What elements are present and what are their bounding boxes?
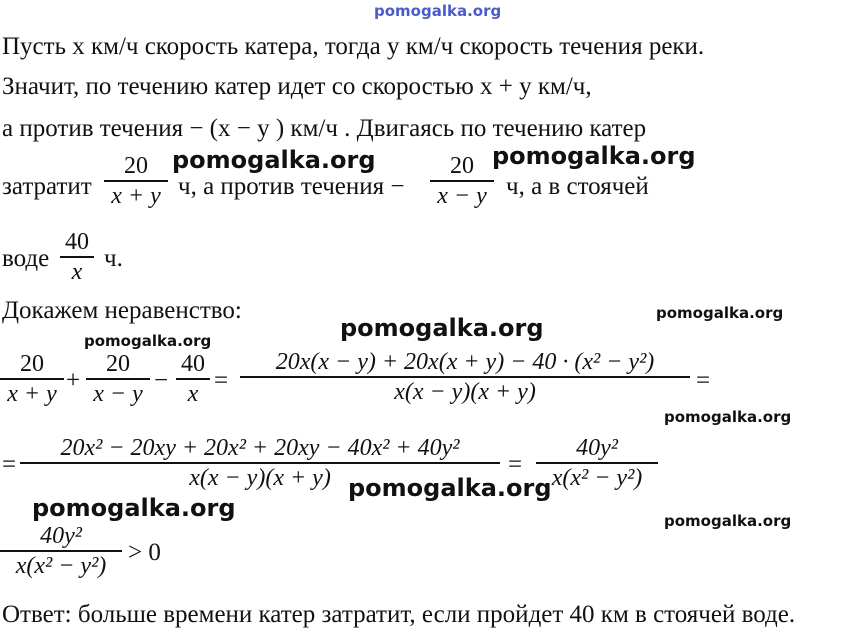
fraction-20-over-x-plus-y bbox=[104, 152, 168, 210]
watermark: pomogalka.org bbox=[348, 474, 552, 502]
watermark: pomogalka.org bbox=[32, 494, 236, 522]
watermark: pomogalka.org bbox=[172, 146, 376, 174]
fraction-denominator: x + y bbox=[111, 183, 161, 209]
fraction-denominator: x(x − y)(x + y) bbox=[394, 379, 536, 405]
fraction-numerator: 20 bbox=[20, 351, 44, 377]
text-line-4c: ч, а в стоячей bbox=[506, 173, 649, 200]
watermark: pomogalka.org bbox=[492, 142, 696, 170]
fraction-numerator: 20x(x − y) + 20x(x + y) − 40 · (x² − y²) bbox=[275, 349, 655, 375]
fraction-denominator: x(x² − y²) bbox=[15, 553, 107, 579]
text-line-6: Докажем неравенство: bbox=[2, 297, 242, 324]
equals-sign: = bbox=[214, 367, 229, 394]
fraction-40-over-x bbox=[60, 228, 94, 286]
minus-sign: − bbox=[154, 367, 169, 394]
greater-than-zero: > 0 bbox=[128, 539, 161, 566]
fraction-denominator: x + y bbox=[7, 381, 57, 407]
inequality-fraction bbox=[0, 522, 122, 580]
plus-sign: + bbox=[66, 367, 81, 394]
watermark: pomogalka.org bbox=[84, 332, 212, 350]
watermark: pomogalka.org bbox=[664, 512, 792, 530]
equals-sign: = bbox=[696, 367, 711, 394]
fraction-denominator: x bbox=[187, 381, 199, 407]
watermark: pomogalka.org bbox=[340, 314, 544, 342]
fraction-numerator: 40 bbox=[181, 351, 205, 377]
text-line-2: Значит, по течению катер идет со скоростью x + y км/ч, bbox=[2, 73, 592, 100]
equals-sign: = bbox=[2, 451, 17, 478]
eq1-big-fraction bbox=[240, 348, 690, 406]
fraction-numerator: 20 bbox=[124, 153, 148, 179]
answer-line: Ответ: больше времени катер затратит, если пройдет 40 км в стоячей воде. bbox=[2, 601, 796, 628]
fraction-numerator: 20x² − 20xy + 20x² + 20xy − 40x² + 40y² bbox=[60, 435, 460, 461]
fraction-numerator: 20 bbox=[450, 153, 474, 179]
equals-sign: = bbox=[508, 451, 523, 478]
fraction-denominator: x(x − y)(x + y) bbox=[189, 465, 331, 491]
fraction-numerator: 40y² bbox=[40, 523, 82, 549]
fraction-denominator: x bbox=[71, 259, 83, 285]
eq2-right-fraction bbox=[536, 434, 658, 492]
fraction-denominator: x − y bbox=[93, 381, 143, 407]
eq1-fraction-3 bbox=[176, 350, 210, 408]
text-line-3: а против течения − (x − y ) км/ч . Двигаясь по течению катер bbox=[2, 115, 647, 142]
top-watermark: pomogalka.org bbox=[374, 2, 502, 20]
watermark: pomogalka.org bbox=[656, 304, 784, 322]
watermark: pomogalka.org bbox=[664, 408, 792, 426]
text-line-5a: воде bbox=[2, 245, 50, 272]
eq1-fraction-1 bbox=[0, 350, 64, 408]
text-line-1: Пусть x км/ч скорость катера, тогда y км/ч скорость течения реки. bbox=[2, 33, 705, 60]
text-line-4a: затратит bbox=[2, 173, 92, 200]
fraction-denominator: x(x² − y²) bbox=[551, 465, 643, 491]
fraction-numerator: 40 bbox=[65, 229, 89, 255]
fraction-numerator: 40y² bbox=[576, 435, 618, 461]
fraction-20-over-x-minus-y bbox=[430, 152, 494, 210]
fraction-denominator: x − y bbox=[437, 183, 487, 209]
fraction-numerator: 20 bbox=[106, 351, 130, 377]
text-line-5b: ч. bbox=[104, 245, 123, 272]
eq1-fraction-2 bbox=[86, 350, 150, 408]
text-line-4b: ч, а против течения − bbox=[178, 173, 405, 200]
